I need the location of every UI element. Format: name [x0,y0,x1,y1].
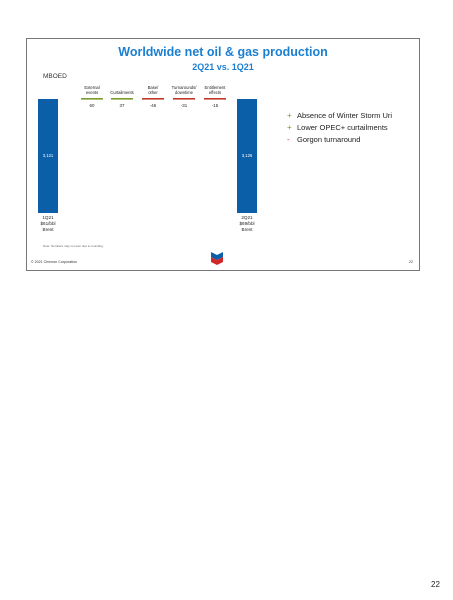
start-category-label: $61/bbl [40,221,56,226]
bullet-text: Gorgon turnaround [297,134,361,144]
step-value-label: 37 [119,103,125,108]
step-value-label: 60 [89,103,95,108]
step-category-label: External [84,85,100,90]
step-bar [81,98,103,100]
step-category-label: Entitlement [204,85,226,90]
bullet-text: Lower OPEC+ curtailments [297,122,388,132]
slide-title: Worldwide net oil & gas production [118,45,328,59]
step-category-label: Curtailments [110,90,134,95]
step-category-label: effects [208,90,222,95]
step-category-label: other [148,90,158,95]
end-category-label: $69/bbl [239,221,255,226]
step-bar [111,98,133,100]
page-number: 22 [431,580,440,589]
end-category-label: Brent [241,227,253,232]
step-value-label: -46 [149,103,157,108]
bullet-text: Absence of Winter Storm Uri [297,110,393,120]
step-value-label: -31 [180,103,188,108]
footnote: Note: Numbers may not sum due to rounding. [43,244,104,248]
bullet-item [287,133,392,145]
slide-subtitle: 2Q21 vs. 1Q21 [192,62,254,72]
start-category-label: Brent [42,227,54,232]
step-category-label: events [85,90,99,95]
step-category-label: Turnarounds/ [171,85,197,90]
step-category-label: downtime [175,90,193,95]
start-category-label: 1Q21 [42,215,54,220]
end-category-label: 2Q21 [241,215,253,220]
copyright: © 2021 Chevron Corporation [31,260,77,264]
step-category-label: Base/ [147,85,159,90]
end-bar-value-label: 3,126 [241,153,253,158]
bullet-item [287,109,392,121]
bullet-mark: + [287,122,292,132]
step-bar [173,98,195,100]
slide-number: 22 [409,260,413,264]
step-value-label: -15 [211,103,219,108]
step-bar [204,98,226,100]
chevron-logo-icon [210,251,224,265]
bullet-mark: - [287,134,290,144]
waterfall-chart [27,39,419,270]
start-bar-value-label: 3,121 [42,153,54,158]
slide [26,38,420,271]
unit-label: MBOED [43,73,67,80]
step-bar [142,98,164,100]
bullet-item [287,121,392,133]
bullet-mark: + [287,110,292,120]
bullet-list [287,109,392,145]
